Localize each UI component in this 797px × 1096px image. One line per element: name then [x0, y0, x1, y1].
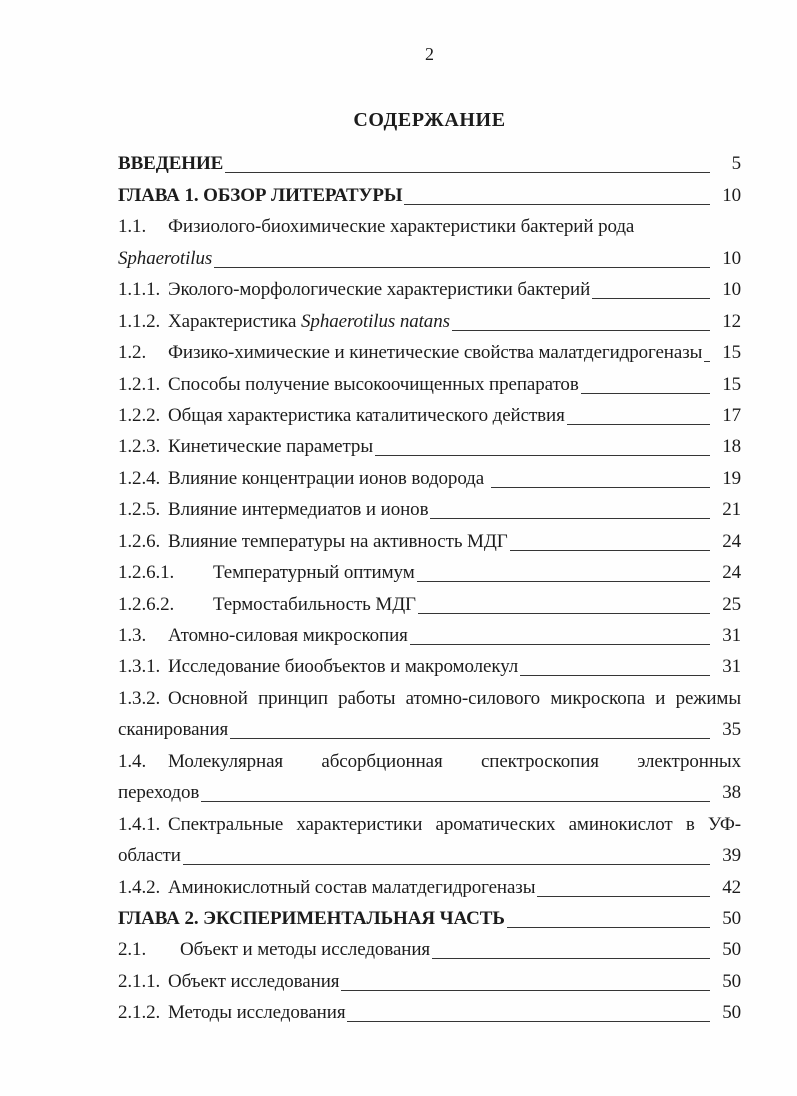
leader-line: [341, 987, 710, 991]
toc-entry: [118, 931, 741, 962]
leader-line: [230, 735, 710, 739]
leader-line: [404, 201, 710, 205]
toc-entry-line: [118, 428, 741, 459]
toc-entry: [118, 302, 741, 333]
toc-entry-text: Температурный оптимум: [213, 562, 415, 584]
toc-entry-line: [118, 239, 741, 270]
toc-entry-number: 2.1.1.: [118, 970, 161, 992]
toc-entry: [118, 962, 741, 993]
toc-page-number: 31: [722, 625, 741, 646]
toc-entry-line: [118, 585, 741, 616]
toc-entry-number: 1.1.: [118, 216, 147, 238]
toc-entry-line: [118, 962, 741, 993]
toc-entry-wrap-line: [118, 742, 741, 773]
toc-entry-line: [118, 774, 741, 805]
leader-line: [418, 610, 710, 614]
toc-entry-text: Общая характеристика каталитического действия: [168, 404, 565, 426]
toc-entry-number: 1.4.2.: [118, 876, 161, 898]
toc-entry: [118, 334, 741, 365]
toc-entry-wrap-line: [118, 679, 741, 710]
toc-entry-text: Sphaerotilus: [118, 247, 213, 269]
toc-page-number: 50: [722, 1002, 741, 1024]
leader-line: [491, 484, 710, 488]
toc-entry-text: Объект исследования: [168, 970, 340, 992]
toc-entry-line: [118, 648, 741, 679]
leader-line: [592, 295, 710, 299]
toc-page-number: 50: [722, 907, 741, 929]
toc-page-number: 15: [722, 342, 741, 364]
leader-line: [183, 861, 710, 865]
toc-entry-text: Объект и методы исследования: [180, 939, 431, 961]
leader-line: [430, 515, 710, 519]
toc-entry-number: 1.2.3.: [118, 436, 161, 458]
toc-page-number: 15: [722, 373, 741, 395]
toc-entry-number: 1.2.5.: [118, 499, 161, 521]
toc-entry: [118, 145, 741, 176]
toc-page-number: 24: [722, 530, 741, 552]
toc-page-number: 24: [722, 562, 741, 584]
leader-line: [214, 264, 710, 268]
toc-entry-text: Влияние температуры на активность МДГ: [168, 530, 508, 552]
toc-entry-text: Кинетические параметры: [168, 436, 373, 458]
toc-entry-text: Физико-химические и кинетические свойства малатдегидрогеназы: [168, 342, 703, 364]
toc-entry: [118, 554, 741, 585]
toc-entry: [118, 679, 741, 742]
toc-entry-text: Атомно-силовая микроскопия: [168, 625, 408, 646]
toc-entry-text: Молекулярная абсорбционная спектроскопия электронных: [168, 750, 741, 772]
toc-entry: [118, 397, 741, 428]
toc-entry-text: переходов: [118, 782, 200, 804]
toc-page-number: 35: [722, 719, 741, 741]
page-number: 2: [425, 44, 434, 64]
toc-entry-line: [118, 397, 741, 428]
toc-entry-line: [118, 711, 741, 742]
toc-entry: [118, 900, 741, 931]
toc-entry-number: 1.4.1.: [118, 813, 161, 835]
toc-entry: [118, 176, 741, 207]
toc-entry: [118, 522, 741, 553]
toc-entry: [118, 742, 741, 805]
toc-entry-text: Влияние интермедиатов и ионов: [168, 499, 429, 521]
toc-entry-text: Спектральные характеристики ароматических аминокислот в УФ-: [168, 813, 741, 835]
toc-entry: [118, 208, 741, 271]
toc-entry-number: 1.2.6.: [118, 530, 161, 552]
leader-line: [417, 578, 710, 582]
toc-page-number: 50: [722, 970, 741, 992]
leader-line: [375, 452, 710, 456]
toc-entry-text: Способы получение высокоочищенных препаратов: [168, 373, 579, 395]
toc-entry-number: 1.2.4.: [118, 467, 161, 489]
toc-entry-wrap-line: [118, 208, 741, 239]
toc-entry-text: Исследование биообъектов и макромолекул: [168, 656, 519, 678]
toc-entry-text: Основной принцип работы атомно-силового микроскопа и режимы: [168, 687, 741, 709]
leader-line: [581, 390, 710, 394]
toc-entry-text: области: [118, 845, 181, 867]
toc-entry-text: Методы исследования: [168, 1002, 346, 1024]
toc-entry-line: [118, 302, 741, 333]
toc-entry-line: [118, 868, 741, 899]
leader-line: [520, 672, 710, 676]
toc-page-number: 42: [722, 876, 741, 898]
toc-entry-text: Аминокислотный состав малатдегидрогеназы: [168, 876, 536, 898]
contents-title: СОДЕРЖАНИЕ: [353, 109, 506, 131]
leader-line: [347, 1018, 710, 1022]
toc-entry: [118, 868, 741, 899]
toc-entry-line: [118, 554, 741, 585]
toc-entry-text: ГЛАВА 1. ОБЗОР ЛИТЕРАТУРЫ: [118, 184, 403, 206]
toc-page-number: 50: [722, 939, 741, 961]
toc-entry: [118, 585, 741, 616]
toc-page-number: 10: [722, 279, 741, 301]
toc-entry-number: 2.1.2.: [118, 1002, 161, 1024]
toc-entry-line: [118, 491, 741, 522]
toc-entry-number: 1.2.2.: [118, 404, 161, 426]
leader-line: [507, 924, 710, 928]
toc-entry-text: Эколого-морфологические характеристики бактерий: [168, 279, 591, 301]
toc-page-number: 10: [722, 247, 741, 269]
leader-line: [452, 327, 710, 331]
toc-page-number: 31: [722, 656, 741, 678]
toc-entry-text: Характеристика: [168, 310, 302, 332]
leader-line: [201, 798, 710, 802]
toc-entry-line: [118, 459, 741, 490]
toc-entry-line: [118, 176, 741, 207]
toc-page-number: 17: [722, 404, 741, 426]
toc-entry: [118, 805, 741, 868]
toc-entry-number: 2.1.: [118, 939, 147, 961]
toc-page-number: 25: [722, 593, 741, 615]
toc-list: [118, 145, 741, 1025]
toc-entry: [118, 428, 741, 459]
toc-entry-number: 1.2.: [118, 342, 147, 364]
toc-entry-number: 1.2.1.: [118, 373, 161, 395]
toc-entry-line: [118, 617, 741, 648]
toc-entry: [118, 459, 741, 490]
toc-entry-line: [118, 522, 741, 553]
toc-entry: [118, 491, 741, 522]
toc-page-number: 10: [722, 184, 741, 206]
toc-entry-line: [118, 900, 741, 931]
toc-page-number: 38: [722, 782, 741, 804]
toc-entry-text: Термостабильность МДГ: [213, 593, 416, 615]
leader-line: [225, 169, 710, 173]
toc-page-number: 21: [722, 499, 741, 521]
toc-entry-text: Влияние концентрации ионов водорода: [168, 467, 489, 489]
toc-entry-text: Физиолого-биохимические характеристики бактерий рода: [168, 216, 635, 238]
leader-line: [567, 421, 710, 425]
toc-page-number: 39: [722, 845, 741, 867]
toc-entry-wrap-line: [118, 805, 741, 836]
toc-page-number: 12: [722, 310, 741, 332]
toc-page-number: 5: [731, 153, 741, 175]
leader-line: [510, 547, 710, 551]
toc-entry: [118, 994, 741, 1025]
toc-page-number: 18: [722, 436, 741, 458]
toc-entry-text: Sphaerotilus natans: [301, 310, 450, 332]
toc-entry-number: 1.2.6.1.: [118, 562, 175, 584]
toc-entry-number: 1.1.1.: [118, 279, 161, 301]
toc-entry-text: ВВЕДЕНИЕ: [118, 153, 224, 175]
toc-entry-line: [118, 837, 741, 868]
toc-entry-text: сканирования: [118, 719, 229, 741]
toc-entry-line: [118, 931, 741, 962]
toc-entry: [118, 617, 741, 648]
leader-line: [410, 641, 710, 645]
leader-line: [537, 893, 710, 897]
toc-entry-number: 1.3.: [118, 625, 147, 646]
toc-entry-line: [118, 334, 741, 365]
toc-page-number: 19: [722, 467, 741, 489]
leader-line: [432, 955, 710, 959]
toc-entry-number: 1.3.2.: [118, 687, 161, 709]
toc-entry: [118, 648, 741, 679]
toc-entry-text: ГЛАВА 2. ЭКСПЕРИМЕНТАЛЬНАЯ ЧАСТЬ: [118, 907, 505, 929]
toc-entry: [118, 365, 741, 396]
toc-entry-number: 1.1.2.: [118, 310, 161, 332]
toc-entry-number: 1.3.1.: [118, 656, 161, 678]
leader-line: [704, 358, 710, 362]
toc-entry-line: [118, 365, 741, 396]
toc-entry-number: 1.4.: [118, 750, 147, 772]
toc-entry-line: [118, 145, 741, 176]
toc-entry-line: [118, 271, 741, 302]
toc-entry: [118, 271, 741, 302]
toc-entry-line: [118, 994, 741, 1025]
toc-entry-number: 1.2.6.2.: [118, 593, 175, 615]
